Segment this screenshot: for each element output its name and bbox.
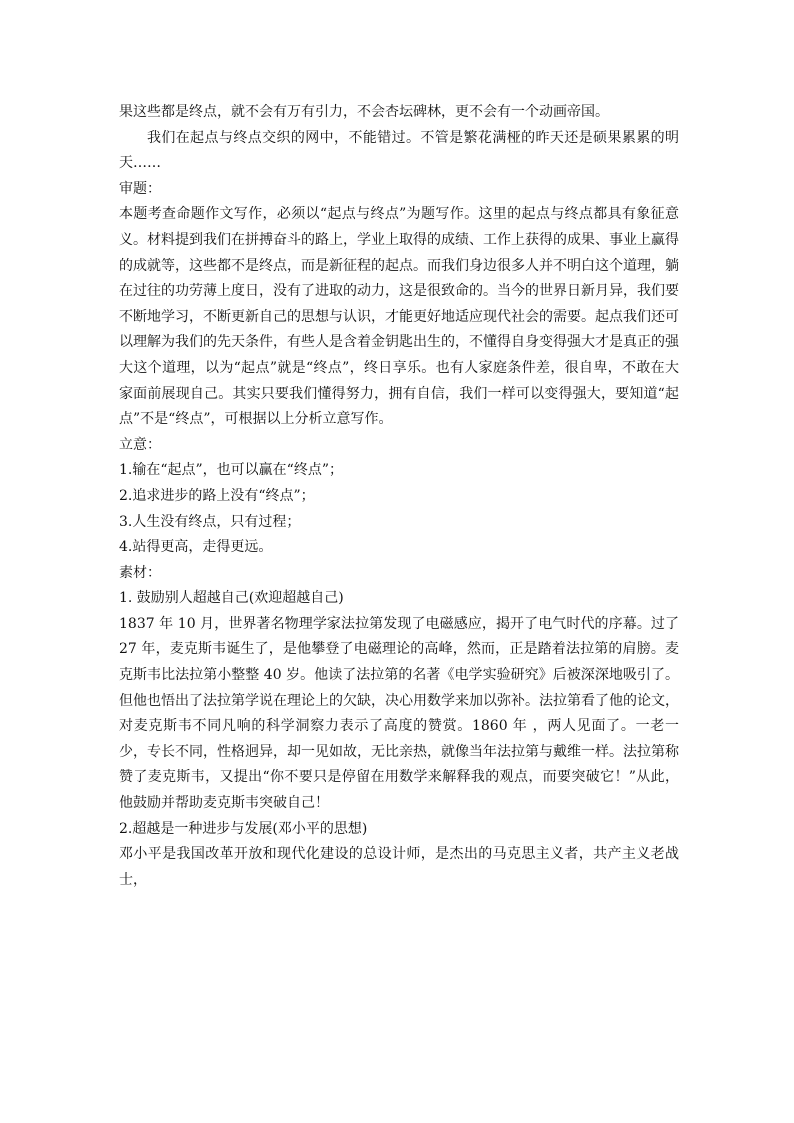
paragraph-shenti-analysis: 本题考查命题作文写作，必须以“起点与终点”为题写作。这里的起点与终点都具有象征意义。材料提到我们在拼搏奋斗的路上，学业上取得的成绩、工作上获得的成果、事业上赢得的成就等，这些都不是终点，而是新征程的起点。而我们身边很多人并不明白这个道理，躺在过往的功劳薄上度日，没有了进取的动力，这是很致命的。当今的世界日新月异，我们要不断地学习，不断更新自己的思想与认识，才能更好地适应现代社会的需要。起点我们还可以理解为我们的先天条件，有些人是含着金钥匙出生的，不懂得自身变得强大才是真正的强大这个道理，以为“起点”就是“终点”，终日享乐。也有人家庭条件差，很自卑，不敢在大家面前展现自己。其实只要我们懂得努力，拥有自信，我们一样可以变得强大，要知道“起点”不是“终点”，可根据以上分析立意写作。 bbox=[119, 206, 679, 428]
list-item-liyi-3: 3.人生没有终点，只有过程； bbox=[119, 513, 301, 530]
heading-sucai: 素材： bbox=[119, 564, 161, 581]
subheading-sucai-2: 2.超越是一种进步与发展(邓小平的思想) bbox=[119, 820, 368, 837]
paragraph-intro-end: 果这些都是终点，就不会有万有引力，不会杏坛碑林，更不会有一个动画帝国。 bbox=[119, 104, 609, 120]
paragraph-sucai-1: 1837 年 10 月，世界著名物理学家法拉第发现了电磁感应，揭开了电气时代的序幕。过了 27 年，麦克斯韦诞生了，是他攀登了电磁理论的高峰，然而，正是踏着法拉第的肩膀。麦克斯韦比法拉第小整整 40 岁。他读了法拉第的名著《电学实验研究》后被深深地吸引了。但他也悟出了法拉第学说在理论上的欠缺，决心用数学来加以弥补。法拉第看了他的论文，对麦克斯韦不同凡响的科学洞察力表示了高度的赞赏。1860 年 ，两人见面了。一老一少，专长不同，性格迥异，却一见如故，无比亲热，就像当年法拉第与戴维一样。法拉第称赞了麦克斯韦，又提出“你不要只是停留在用数学来解释我的观点，而要突破它！”从此，他鼓励并帮助麦克斯韦突破自己！ bbox=[119, 615, 679, 812]
heading-shenti: 审题： bbox=[119, 180, 161, 197]
subheading-sucai-1: 1. 鼓励别人超越自己(欢迎超越自己) bbox=[119, 590, 344, 607]
paragraph-closing: 我们在起点与终点交织的网中，不能错过。不管是繁花满桠的昨天还是硕果累累的明天…… bbox=[119, 129, 679, 172]
paragraph-sucai-2: 邓小平是我国改革开放和现代化建设的总设计师，是杰出的马克思主义者，共产主义老战士， bbox=[119, 846, 679, 888]
list-item-liyi-4: 4.站得更高，走得更远。 bbox=[119, 539, 273, 556]
list-item-liyi-1: 1.输在“起点”，也可以赢在“终点”； bbox=[119, 462, 343, 479]
document-body bbox=[119, 100, 679, 893]
heading-liyi: 立意： bbox=[119, 436, 161, 453]
list-item-liyi-2: 2.追求进步的路上没有“终点”； bbox=[119, 487, 315, 504]
